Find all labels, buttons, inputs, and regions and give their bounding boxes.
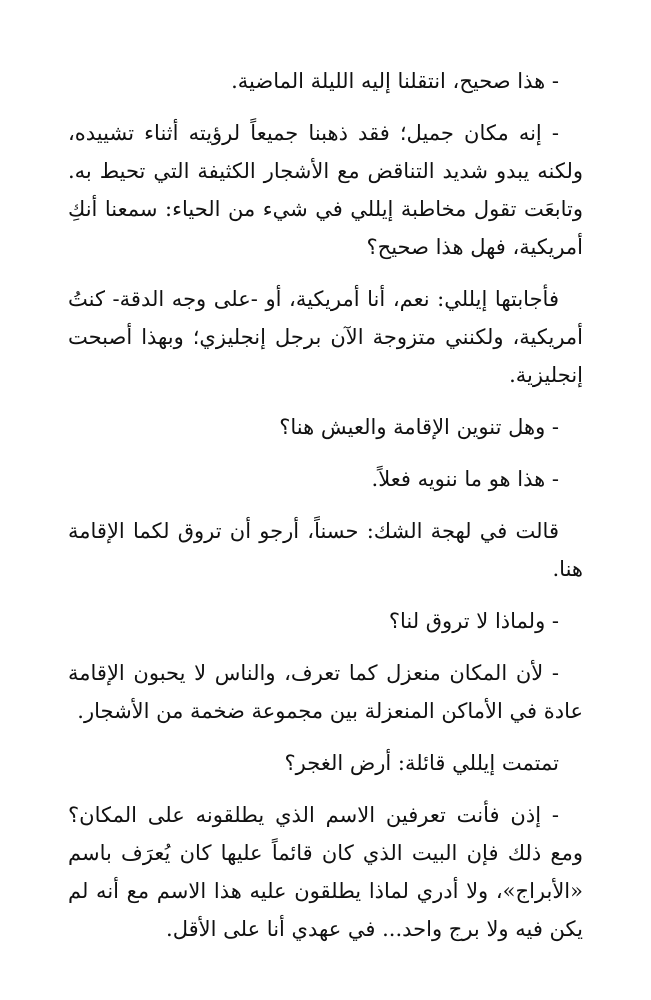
paragraph-5: - هذا هو ما ننويه فعلاً. [371,467,559,491]
paragraph-7: - ولماذا لا تروق لنا؟ [388,609,559,633]
paragraph-6: قالت في لهجة الشك: حسناً، أرجو أن تروق لكما الإقامة هنا. [68,519,583,581]
paragraph-10: - إذن فأنت تعرفين الاسم الذي يطلقونه على المكان؟ ومع ذلك فإن البيت الذي كان قائماً عليها كان يُعرَف باسم «الأبراج»، ولا أدري لماذا يطلقون عليه هذا الاسم مع أنه لم يكن فيه ولا برج واحد... في عهدي أنا على الأقل. [68,803,583,941]
paragraph-8: - لأن المكان منعزل كما تعرف، والناس لا يحبون الإقامة عادة في الأماكن المنعزلة بين مجموعة ضخمة من الأشجار. [68,661,583,723]
paragraph-1: - هذا صحيح، انتقلنا إليه الليلة الماضية. [231,69,559,93]
paragraph-4: - وهل تنوين الإقامة والعيش هنا؟ [279,415,559,439]
paragraph-3: فأجابتها إيللي: نعم، أنا أمريكية، أو -على وجه الدقة- كنتُ أمريكية، ولكنني متزوجة الآن برجل إنجليزي؛ وبهذا أصبحت إنجليزية. [68,287,583,387]
paragraph-2: - إنه مكان جميل؛ فقد ذهبنا جميعاً لرؤيته أثناء تشييده، ولكنه يبدو شديد التناقض مع الأشجار الكثيفة التي تحيط به. وتابعَت تقول مخاطبة إيللي في شيء من الحياء: سمعنا أنكِ أمريكية، فهل هذا صحيح؟ [68,121,583,259]
paragraph-9: تمتمت إيللي قائلة: أرض الغجر؟ [284,751,559,775]
page-text-body [68,62,583,962]
